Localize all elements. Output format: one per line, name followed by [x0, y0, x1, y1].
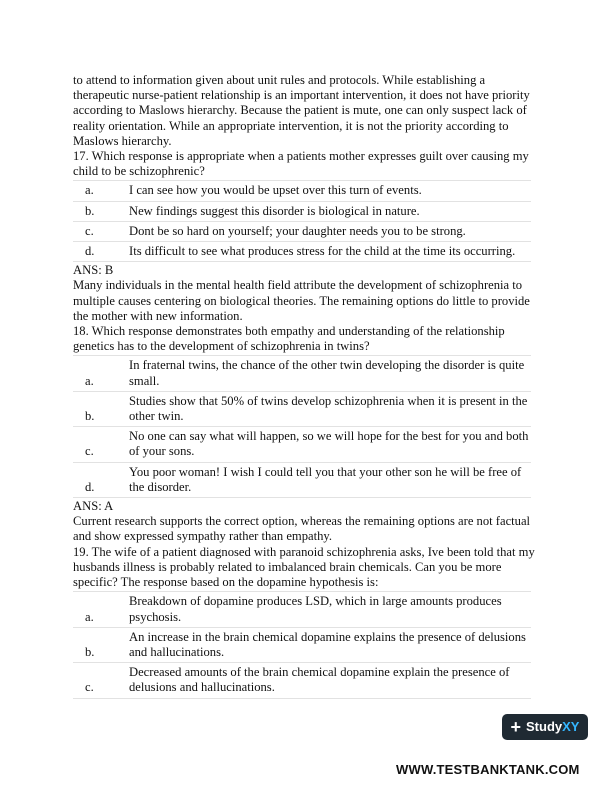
- option-text: You poor woman! I wish I could tell you that your other son he will be free of the disorder.: [129, 462, 531, 497]
- plus-icon: +: [510, 717, 522, 737]
- option-row: [73, 627, 531, 662]
- option-letter: a.: [73, 181, 129, 201]
- option-text: Decreased amounts of the brain chemical dopamine explain the presence of delusions and hallucinations.: [129, 663, 531, 698]
- option-letter: b.: [73, 391, 129, 426]
- option-text: New findings suggest this disorder is biological in nature.: [129, 201, 531, 221]
- document-body: [73, 73, 541, 700]
- footer-url: WWW.TESTBANKTANK.COM: [396, 762, 580, 777]
- question-18-options: [73, 355, 531, 498]
- option-letter: d.: [73, 242, 129, 262]
- option-letter: c.: [73, 427, 129, 462]
- option-row: [73, 663, 531, 698]
- option-row: [73, 356, 531, 391]
- option-letter: c.: [73, 221, 129, 241]
- rationale-18: Current research supports the correct option, whereas the remaining options are not factual and show expressed sympathy rather than empathy.: [73, 514, 531, 544]
- option-row: [73, 201, 531, 221]
- option-row: [73, 221, 531, 241]
- question-19-options: [73, 591, 531, 698]
- option-letter: b.: [73, 627, 129, 662]
- question-17-options: [73, 180, 531, 262]
- option-letter: a.: [73, 592, 129, 627]
- question-19: 19. The wife of a patient diagnosed with paranoid schizophrenia asks, Ive been told that my husbands illness is probably related to imbalanced brain chemicals. Can you be more specific? The response based on the dopamine hypothesis is:: [73, 544, 535, 590]
- option-row: [73, 462, 531, 497]
- option-text: Studies show that 50% of twins develop schizophrenia when it is present in the other twin.: [129, 391, 531, 426]
- intro-paragraph: to attend to information given about unit rules and protocols. While establishing a therapeutic nurse-patient relationship is an important intervention, it does not have priority according to Maslows hierarchy. Because the patient is mute, one can only suspect lack of reality orientation. While an appropriate intervention, it is not the priority according to Maslows hierarchy.: [73, 73, 530, 148]
- option-text: In fraternal twins, the chance of the other twin developing the disorder is quite small.: [129, 356, 531, 391]
- option-row: [73, 391, 531, 426]
- studyxy-badge[interactable]: [502, 714, 588, 740]
- question-17: 17. Which response is appropriate when a patients mother expresses guilt over causing my child to be schizophrenic?: [73, 149, 529, 179]
- option-letter: c.: [73, 663, 129, 698]
- option-text: Its difficult to see what produces stress for the child at the time its occurring.: [129, 242, 531, 262]
- brand-main: Study: [526, 719, 563, 735]
- option-text: No one can say what will happen, so we will hope for the best for you and both of your sons.: [129, 427, 531, 462]
- brand-accent: XY: [562, 719, 580, 735]
- answer-18: ANS: A: [73, 499, 114, 514]
- badge-brand: [526, 719, 579, 734]
- option-text: Dont be so hard on yourself; your daughter needs you to be strong.: [129, 221, 531, 241]
- rationale-17: Many individuals in the mental health field attribute the development of schizophrenia to multiple causes centering on biological theories. The remaining options do little to provide the mother with new information.: [73, 278, 530, 323]
- question-18: 18. Which response demonstrates both empathy and understanding of the relationship genetics has to the development of schizophrenia in twins?: [73, 324, 505, 354]
- option-row: [73, 427, 531, 462]
- answer-17: ANS: B: [73, 263, 114, 278]
- option-text: Breakdown of dopamine produces LSD, which in large amounts produces psychosis.: [129, 592, 531, 627]
- option-row: [73, 592, 531, 627]
- option-row: [73, 242, 531, 262]
- option-text: I can see how you would be upset over this turn of events.: [129, 181, 531, 201]
- option-letter: a.: [73, 356, 129, 391]
- option-row: [73, 181, 531, 201]
- option-letter: b.: [73, 201, 129, 221]
- option-letter: d.: [73, 462, 129, 497]
- option-text: An increase in the brain chemical dopamine explains the presence of delusions and hallucinations.: [129, 627, 531, 662]
